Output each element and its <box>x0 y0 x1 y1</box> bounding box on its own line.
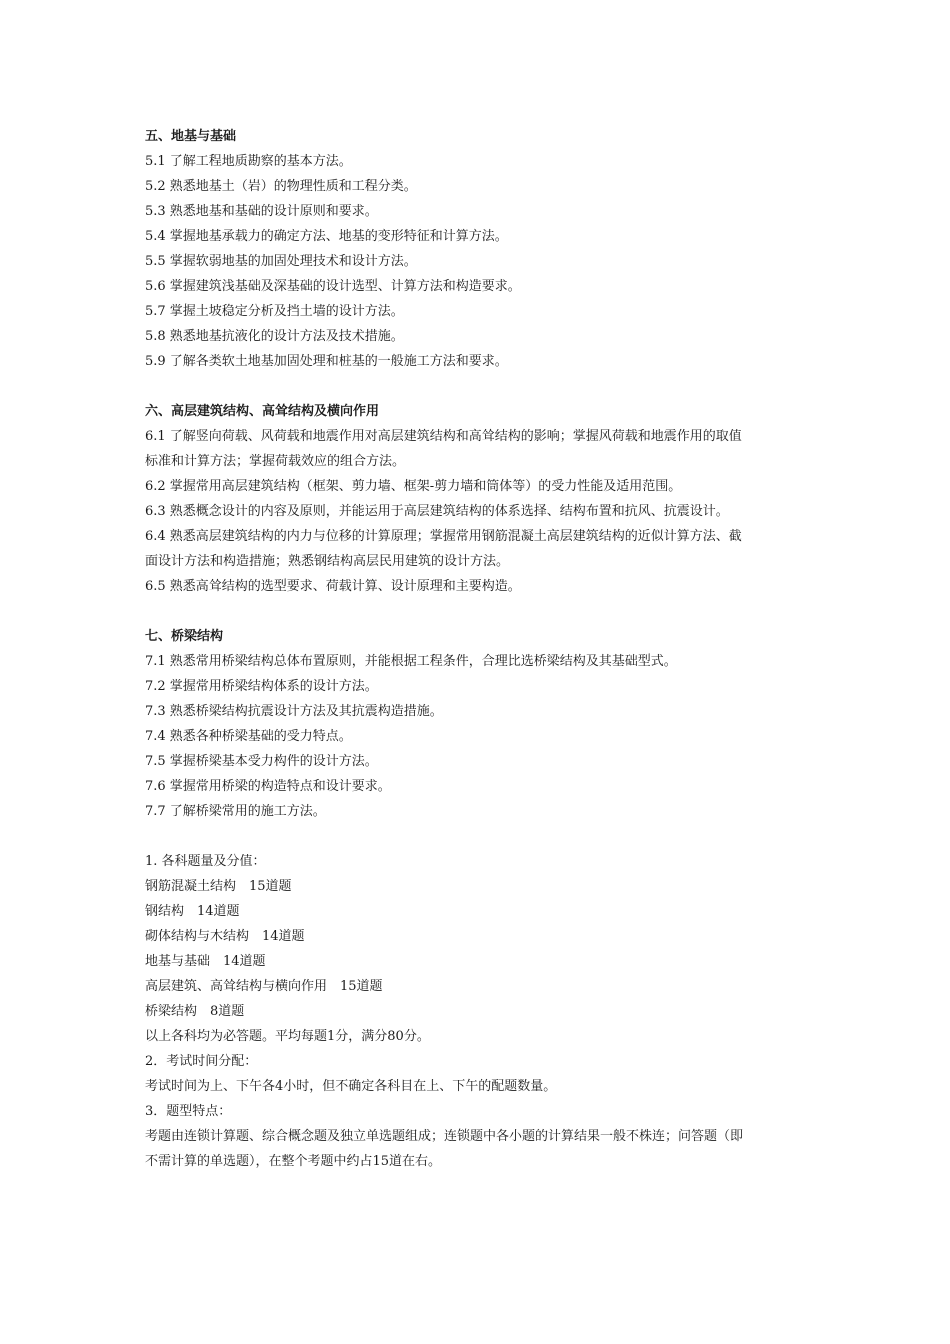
exam-info-line: 考试时间为上、下午各4小时，但不确定各科目在上、下午的配题数量。 <box>145 1079 557 1094</box>
exam-info-line: 地基与基础 14道题 <box>145 954 266 969</box>
list-item: 5.5 掌握软弱地基的加固处理技术和设计方法。 <box>145 254 417 269</box>
list-item: 6.3 熟悉概念设计的内容及原则，并能运用于高层建筑结构的体系选择、结构布置和抗风、抗震设计。 <box>145 504 729 519</box>
spacer <box>145 599 810 624</box>
list-item: 6.1 了解竖向荷载、风荷载和地震作用对高层建筑结构和高耸结构的影响；掌握风荷载和地震作用的取值 <box>145 429 742 444</box>
exam-info-line: 3．题型特点： <box>145 1104 232 1119</box>
list-item: 5.2 熟悉地基土（岩）的物理性质和工程分类。 <box>145 179 417 194</box>
exam-info-line: 以上各科均为必答题。平均每题1分，满分80分。 <box>145 1029 430 1044</box>
exam-info-line: 砌体结构与木结构 14道题 <box>145 929 305 944</box>
exam-info <box>145 849 810 1174</box>
section-high-rise <box>145 399 810 599</box>
exam-info-line: 钢筋混凝土结构 15道题 <box>145 879 292 894</box>
exam-info-line: 1. 各科题量及分值： <box>145 854 266 869</box>
section-foundation <box>145 124 810 374</box>
exam-info-line: 高层建筑、高耸结构与横向作用 15道题 <box>145 979 383 994</box>
exam-info-line: 不需计算的单选题），在整个考题中约占15道在右。 <box>145 1154 442 1169</box>
list-item: 5.6 掌握建筑浅基础及深基础的设计选型、计算方法和构造要求。 <box>145 279 521 294</box>
spacer <box>145 374 810 399</box>
list-item: 5.7 掌握土坡稳定分析及挡土墙的设计方法。 <box>145 304 404 319</box>
list-item: 5.9 了解各类软土地基加固处理和桩基的一般施工方法和要求。 <box>145 354 508 369</box>
list-item: 5.1 了解工程地质勘察的基本方法。 <box>145 154 352 169</box>
list-item: 7.7 了解桥梁常用的施工方法。 <box>145 804 326 819</box>
list-item: 7.5 掌握桥梁基本受力构件的设计方法。 <box>145 754 378 769</box>
list-item: 6.5 熟悉高耸结构的选型要求、荷载计算、设计原理和主要构造。 <box>145 579 521 594</box>
list-item: 6.4 熟悉高层建筑结构的内力与位移的计算原理；掌握常用钢筋混凝土高层建筑结构的近似计算方法、截 <box>145 529 742 544</box>
list-item: 5.4 掌握地基承载力的确定方法、地基的变形特征和计算方法。 <box>145 229 508 244</box>
list-item: 5.3 熟悉地基和基础的设计原则和要求。 <box>145 204 378 219</box>
list-item: 面设计方法和构造措施；熟悉钢结构高层民用建筑的设计方法。 <box>145 554 510 569</box>
exam-info-line: 2．考试时间分配： <box>145 1054 258 1069</box>
list-item: 6.2 掌握常用高层建筑结构（框架、剪力墙、框架-剪力墙和筒体等）的受力性能及适用范围。 <box>145 479 682 494</box>
section-heading: 五、地基与基础 <box>145 129 237 144</box>
list-item: 7.1 熟悉常用桥梁结构总体布置原则，并能根据工程条件，合理比选桥梁结构及其基础型式。 <box>145 654 677 669</box>
list-item: 7.4 熟悉各种桥梁基础的受力特点。 <box>145 729 352 744</box>
list-item: 7.3 熟悉桥梁结构抗震设计方法及其抗震构造措施。 <box>145 704 443 719</box>
section-heading: 七、桥梁结构 <box>145 629 224 644</box>
list-item: 标准和计算方法；掌握荷载效应的组合方法。 <box>145 454 406 469</box>
section-bridge <box>145 624 810 824</box>
exam-info-line: 桥梁结构 8道题 <box>145 1004 245 1019</box>
exam-info-line: 考题由连锁计算题、综合概念题及独立单选题组成；连锁题中各小题的计算结果一般不株连；问答题（即 <box>145 1129 744 1144</box>
list-item: 7.2 掌握常用桥梁结构体系的设计方法。 <box>145 679 378 694</box>
section-heading: 六、高层建筑结构、高耸结构及横向作用 <box>145 404 380 419</box>
list-item: 7.6 掌握常用桥梁的构造特点和设计要求。 <box>145 779 391 794</box>
spacer <box>145 824 810 849</box>
document-page <box>145 124 810 1174</box>
exam-info-line: 钢结构 14道题 <box>145 904 240 919</box>
list-item: 5.8 熟悉地基抗液化的设计方法及技术措施。 <box>145 329 404 344</box>
